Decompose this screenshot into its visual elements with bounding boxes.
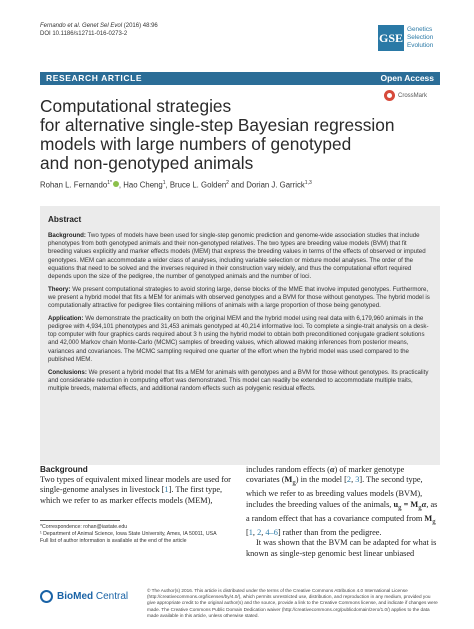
license-text: © The Author(s) 2016. This article is distributed under the terms of the Creative Commons Attribution 4.0 International License (http://creativecommons.org/licenses/by/4.0/), which permits unrestricted use, distribution, and reproduction in any medium, provided you give appropriate credit to the original author(s) and the source, provide a link to the Creative Commons license, and indicate if changes were made. The Creative Commons Public Domain Dedication waiver (http://creativecommons.org/publicdomain/zero/1.0/) applies to the data made available in this article, unless otherwise stated. <box>147 588 438 618</box>
abstract-section-label: Conclusions: <box>48 368 87 376</box>
body-paragraph <box>40 475 234 506</box>
journal-logo-word: Genetics <box>407 26 433 33</box>
abstract-body <box>48 232 432 398</box>
publisher-name-bold: BioMed <box>57 591 94 602</box>
publisher-logo <box>40 588 140 606</box>
body-text: Two types of equivalent mixed linear models are used for single-genome analyses in livestock [ <box>40 475 231 495</box>
open-access-label: Open Access <box>380 73 434 83</box>
abstract-section <box>48 315 432 364</box>
title-line: Computational strategies <box>40 96 232 116</box>
math-subscript: g <box>398 504 402 512</box>
footnote-affiliation: ¹ Department of Animal Science, Iowa State University, Ames, IA 50011, USA <box>40 530 217 537</box>
reference-link[interactable]: 4–6 <box>265 528 278 537</box>
author-name: , Hao Cheng <box>118 180 163 190</box>
body-paragraph: It was shown that the BVM can be adapted for what is known as single-step genomic best linear unbiased <box>246 538 437 558</box>
author-affiliation: 1* <box>107 180 112 186</box>
body-text: includes random effects ( <box>246 465 330 474</box>
author-affiliation: 2 <box>226 180 229 186</box>
footnote-correspondence: *Correspondence: rohan@iastate.edu <box>40 524 128 530</box>
body-text: , <box>261 528 266 537</box>
article-title <box>40 97 440 173</box>
title-line: models with large numbers of genotyped <box>40 134 352 154</box>
abstract-section-text: We present a hybrid model that fits a MEM for animals with genotypes and a BVM for those without genotypes. Its practicality and considerable reduction in computing effort was demonstrated. This model can readily be extended to accommodate multiple traits, multiple breeds, maternal effects, and additional random effects such as polygenic residual effects. <box>48 368 429 392</box>
body-text: ]. The first type, which we refer to as marker effects models (MEM), <box>40 485 223 505</box>
abstract-box <box>40 206 440 465</box>
citation-journal: Fernando et al. Genet Sel Evol <box>40 23 123 29</box>
author-name: and Dorian J. Garrick <box>228 180 305 190</box>
reference-link[interactable]: 2 <box>346 475 352 485</box>
math-subscript: g <box>432 518 436 526</box>
article-type-banner <box>40 72 440 85</box>
title-line: and non-genotyped animals <box>40 153 254 173</box>
body-right-column <box>246 465 440 559</box>
journal-logo-word: Selection <box>407 34 434 41</box>
abstract-section-text: We present computational strategies to avoid storing large, dense blocks of the MME that involve imputed genotypes. Furthermore, we present a hybrid model that fits a MEM for animals with observed genotypes and a BVM for those without genotypes. The hybrid model is computationally attractive for pedigree files containing millions of animals with a large proportion of those being genotyped. <box>48 285 430 310</box>
footnote-note: Full list of author information is available at the end of the article <box>40 537 187 544</box>
body-text: ) of marker genotype covariates ( <box>246 465 405 485</box>
math-symbol: M <box>284 475 293 485</box>
journal-logo-word: Evolution <box>407 42 434 49</box>
footnote-divider <box>40 520 120 521</box>
publisher-name <box>57 591 128 603</box>
doi: DOI 10.1186/s12711-016-0273-2 <box>40 31 128 37</box>
body-left-column <box>40 475 234 506</box>
author-affiliation: 1 <box>162 180 166 186</box>
body-text: [ <box>246 528 249 537</box>
math-subscript: g <box>292 480 296 488</box>
body-text: , <box>252 528 258 537</box>
abstract-section-label: Theory: <box>48 285 71 293</box>
journal-logo-mark: GSE <box>378 25 404 51</box>
abstract-section-text: We demonstrate the practicality on both the original MEM and the hybrid model using real data with 6,179,960 animals in the pedigree with 4,934,101 phenotypes and 31,453 animals genotyped at 40,214 informative loci. To complete a single-trait analysis on a desk-top computer with four graphics cards required about 3 h using the hybrid model to obtain both preconditioned conjugate gradient solutions and 42,000 Markov chain Monte-Carlo (MCMC) samples of breeding values, which allowed making inferences from posterior means, variances and covariances. The MCMC sampling required one quarter of the effort when the hybrid model was used compared to the published MEM. <box>48 314 429 363</box>
abstract-heading: Abstract <box>48 215 82 224</box>
abstract-section-label: Background: <box>48 232 86 239</box>
section-heading-background: Background <box>40 465 88 474</box>
author-affiliation: 1,3 <box>304 180 312 186</box>
abstract-section-label: Application: <box>48 314 84 322</box>
abstract-section <box>48 369 432 394</box>
body-text: ) in the model [ <box>295 475 347 485</box>
body-text: , as a random effect that has a covariance computed from <box>246 499 438 523</box>
math-symbol: α <box>421 499 427 509</box>
math-symbol: α <box>329 465 335 474</box>
article-type-label: RESEARCH ARTICLE <box>46 73 143 83</box>
journal-logo <box>378 25 440 55</box>
math-subscript: g <box>418 504 422 512</box>
reference-link[interactable]: 3 <box>355 475 360 485</box>
abstract-section-text: Two types of models have been used for single-step genomic prediction and genome-wide association studies that include phenotypes from both genotyped animals and their non-genotyped relatives. The two types are breeding value models (BVM) that fit breeding values explicitly and marker effects models (MEM) that express the breeding values in terms of the effects of observed or imputed genotypes. MEM can accommodate a wider class of analyses, including variable selection or mixture model analyses. The order of the equations that need to be solved and the inverses required in their construction vary widely, and thus the computational effort required depends upon the size of the pedigree, the number of genotyped animals and the number of loci. <box>48 232 426 281</box>
crossmark-label: CrossMark <box>398 93 428 99</box>
author-list <box>40 178 312 191</box>
author-name: , Bruce L. Golden <box>165 180 227 190</box>
author-name: Rohan L. Fernando <box>40 180 108 190</box>
citation-volume: (2016) 48:96 <box>122 23 158 29</box>
math-symbol: = M <box>401 499 419 509</box>
body-paragraph <box>246 465 440 538</box>
abstract-section <box>48 232 432 281</box>
reference-link[interactable]: 1 <box>164 485 169 495</box>
body-text: ] rather than from the pedigree. <box>277 528 382 537</box>
footnotes <box>40 524 234 544</box>
math-symbol: u <box>393 499 399 509</box>
math-symbol: M <box>424 513 433 523</box>
biomed-central-icon <box>40 590 53 603</box>
reference-link[interactable]: 2 <box>257 528 262 537</box>
title-line: for alternative single-step Bayesian regression <box>40 115 395 135</box>
abstract-section <box>48 286 432 311</box>
journal-logo-words <box>407 26 433 50</box>
body-text: , <box>351 475 356 485</box>
body-text: ]. The second type, which we refer to as breeding values models (BVM), includes the breeding values of the animals, <box>246 475 423 509</box>
publisher-name-rest: Central <box>93 591 129 602</box>
citation-header <box>40 22 158 38</box>
reference-link[interactable]: 1 <box>248 528 253 537</box>
